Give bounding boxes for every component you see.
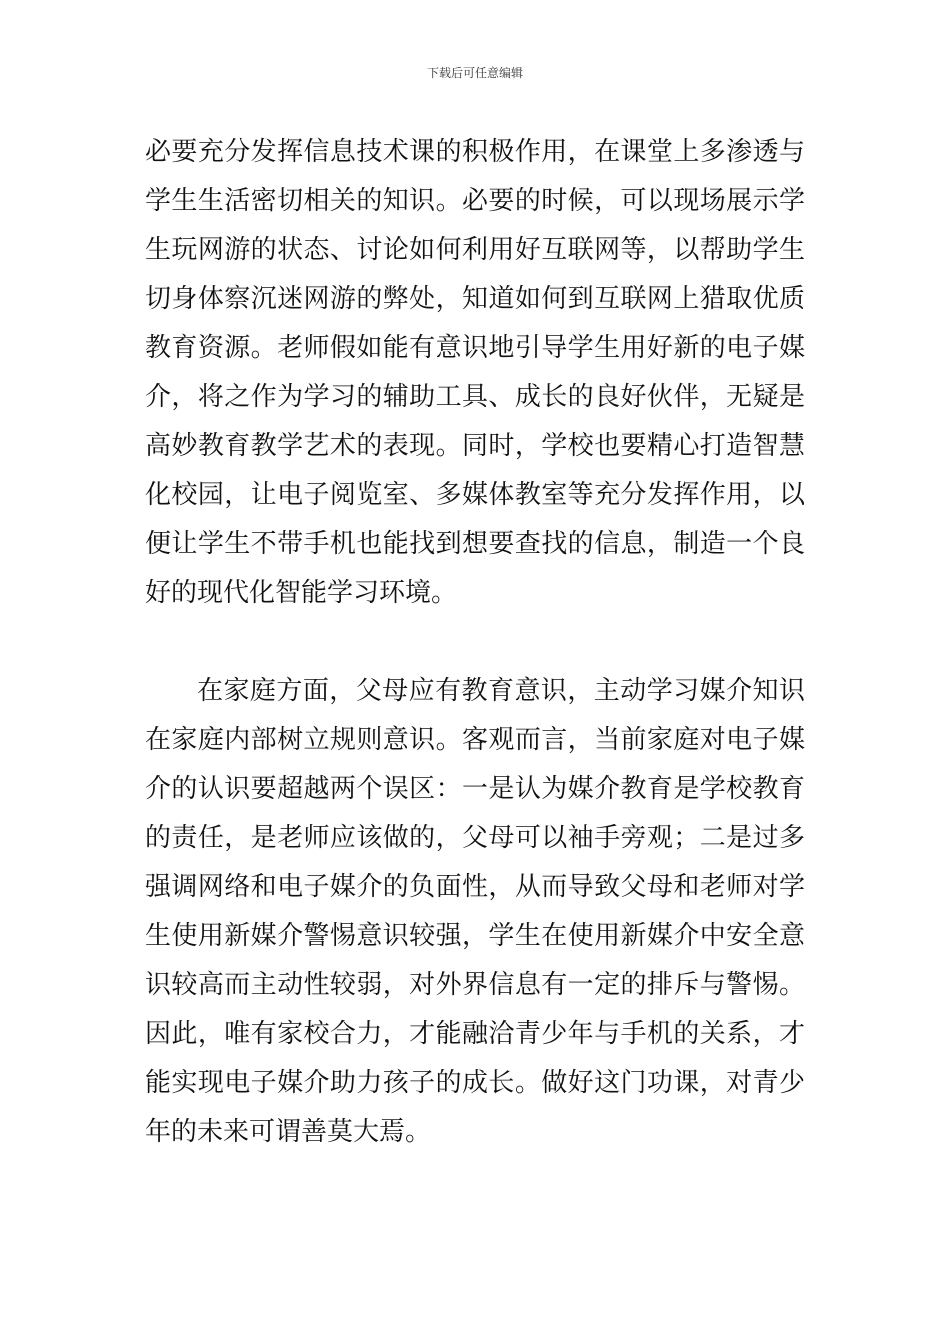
paragraph-school: 必要充分发挥信息技术课的积极作用，在课堂上多渗透与学生生活密切相关的知识。必要的时候，可以现场展示学生玩网游的状态、讨论如何利用好互联网等，以帮助学生切身体察沉迷网游的弊处，知道如何到互联网上猎取优质教育资源。老师假如能有意识地引导学生用好新的电子媒介，将之作为学习的辅助工具、成长的良好伙伴，无疑是高妙教育教学艺术的表现。同时，学校也要精心打造智慧化校园，让电子阅览室、多媒体教室等充分发挥作用，以便让学生不带手机也能找到想要查找的信息，制造一个良好的现代化智能学习环境。: [145, 137, 805, 608]
document-body: [145, 128, 805, 1157]
page-header-note: 下载后可任意编辑: [426, 66, 523, 80]
paragraph-spacer: [145, 618, 805, 667]
paragraph-family: 在家庭方面，父母应有教育意识，主动学习媒介知识在家庭内部树立规则意识。客观而言，当前家庭对电子媒介的认识要超越两个误区：一是认为媒介教育是学校教育的责任，是老师应该做的，父母可以袖手旁观；二是过多强调网络和电子媒介的负面性，从而导致父母和老师对学生使用新媒介警惕意识较强，学生在使用新媒介中安全意识较高而主动性较弱，对外界信息有一定的排斥与警惕。因此，唯有家校合力，才能融洽青少年与手机的关系，才能实现电子媒介助力孩子的成长。做好这门功课，对青少年的未来可谓善莫大焉。: [145, 676, 805, 1147]
